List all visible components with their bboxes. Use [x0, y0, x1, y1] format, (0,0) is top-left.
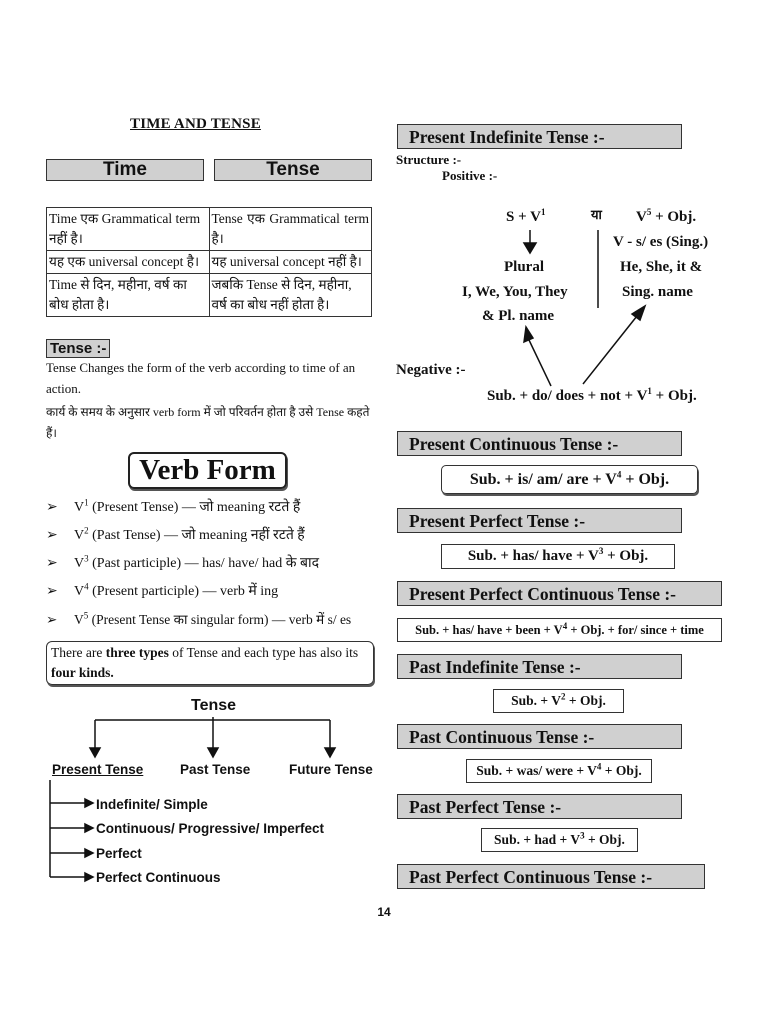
or-label: या: [591, 207, 602, 222]
negative-label: Negative :-: [396, 362, 466, 378]
v-s-es-label: V - s/ es (Sing.): [613, 234, 709, 250]
kind-perfect-continuous: Perfect Continuous: [96, 870, 221, 885]
present-continuous-formula: Sub. + is/ am/ are + $V^4$ + Obj.: [441, 465, 698, 494]
arrow-bullet-icon: ➢: [46, 584, 58, 599]
page-number: 14: [377, 905, 391, 919]
list-item: ➢ $V^1$ (Present Tense) — जो meaning रटते हैं: [46, 497, 301, 515]
list-item: ➢ $V^4$ (Present participle) — verb में ing: [46, 581, 279, 599]
table-cell: यह universal concept नहीं है।: [209, 251, 372, 274]
tense-tree-title: Tense: [191, 697, 237, 714]
pl-name-label: & Pl. name: [482, 308, 555, 324]
he-she-label: He, She, it &: [620, 259, 703, 275]
table-cell: Time एक Grammatical term नहीं है।: [47, 208, 210, 251]
present-perfect-formula: Sub. + has/ have + $V^3$ + Obj.: [441, 544, 675, 569]
positive-formula-1: $S + V^1$: [506, 207, 546, 225]
structure-label: Structure :-: [396, 152, 462, 167]
plural-label: Plural: [504, 259, 544, 275]
tense-label: Tense :-: [46, 339, 110, 358]
past-indefinite-formula: Sub. + $V^2$ + Obj.: [493, 689, 624, 713]
past-tense-label: Past Tense: [180, 762, 251, 777]
plural-list: I, We, You, They: [462, 284, 568, 300]
positive-formula-2: $V^5$ + Obj.: [636, 207, 697, 225]
page-title: TIME AND TENSE: [130, 116, 261, 132]
tense-header: Tense: [214, 159, 372, 181]
positive-label: Positive :-: [442, 168, 498, 183]
past-perfect-heading: Past Perfect Tense :-: [397, 794, 682, 819]
present-continuous-heading: Present Continuous Tense :-: [397, 431, 682, 456]
list-item: ➢ $V^5$ (Present Tense का singular form) — verb में s/ es: [46, 610, 352, 627]
past-perfect-formula: Sub. + had + $V^3$ + Obj.: [481, 828, 638, 852]
arrow-bullet-icon: ➢: [46, 500, 58, 515]
present-perfect-continuous-heading: Present Perfect Continuous Tense :-: [397, 581, 722, 606]
info-box: There are three types of Tense and each type has also its four kinds.: [46, 641, 374, 685]
tense-definition-hi: कार्य के समय के अनुसार verb form में जो परिवर्तन होता है उसे Tense कहते हैं।: [46, 405, 370, 440]
list-item: ➢ $V^3$ (Past participle) — has/ have/ had के बाद: [46, 553, 320, 571]
future-tense-label: Future Tense: [289, 762, 373, 777]
past-continuous-formula: Sub. + was/ were + $V^4$ + Obj.: [466, 759, 652, 783]
negative-formula: Sub. + do/ does + not + $V^1$ + Obj.: [487, 386, 697, 404]
verb-form-title: Verb Form: [128, 452, 287, 489]
arrow-bullet-icon: ➢: [46, 612, 58, 627]
list-item: ➢ $V^2$ (Past Tense) — जो meaning नहीं रटते हैं: [46, 525, 305, 543]
table-cell: यह एक universal concept है।: [47, 251, 210, 274]
tense-definition-en: Tense Changes the form of the verb according to time of an action.: [46, 360, 356, 396]
arrow-bullet-icon: ➢: [46, 528, 58, 543]
present-perfect-continuous-formula: Sub. + has/ have + been + $V^4$ + Obj. + for/ since + time: [397, 618, 722, 642]
sing-name-label: Sing. name: [622, 284, 693, 300]
kind-continuous: Continuous/ Progressive/ Imperfect: [96, 821, 325, 836]
past-continuous-heading: Past Continuous Tense :-: [397, 724, 682, 749]
table-cell: जबकि Tense से दिन, महीना, वर्ष का बोध नहीं होता है।: [209, 274, 372, 317]
kind-perfect: Perfect: [96, 846, 142, 861]
time-header: Time: [46, 159, 204, 181]
present-tense-label: Present Tense: [52, 762, 144, 777]
past-indefinite-heading: Past Indefinite Tense :-: [397, 654, 682, 679]
table-cell: Tense एक Grammatical term है।: [209, 208, 372, 251]
present-indefinite-heading: Present Indefinite Tense :-: [397, 124, 682, 149]
arrow-bullet-icon: ➢: [46, 556, 58, 571]
past-perfect-continuous-heading: Past Perfect Continuous Tense :-: [397, 864, 705, 889]
table-cell: Time से दिन, महीना, वर्ष का बोध होता है।: [47, 274, 210, 317]
kind-indefinite: Indefinite/ Simple: [96, 797, 208, 812]
present-perfect-heading: Present Perfect Tense :-: [397, 508, 682, 533]
